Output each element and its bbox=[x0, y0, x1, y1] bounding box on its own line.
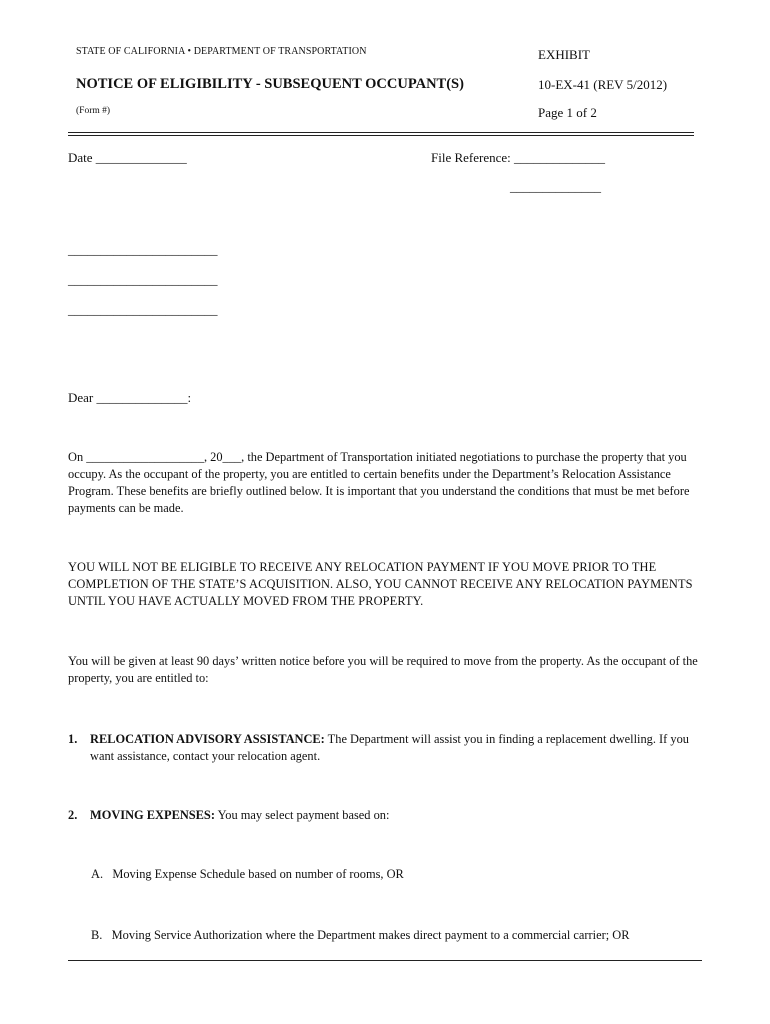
form-number: 10-EX-41 (REV 5/2012) bbox=[538, 77, 668, 92]
date-field[interactable]: Date ______________ bbox=[68, 150, 187, 165]
item-heading: MOVING EXPENSES: bbox=[90, 808, 215, 822]
item-number: 2. bbox=[68, 808, 78, 822]
subitem-moving-service: B. Moving Service Authorization where the Department makes direct payment to a commercial carrier; OR bbox=[91, 928, 630, 942]
eligibility-warning: YOU WILL NOT BE ELIGIBLE TO RECEIVE ANY RELOCATION PAYMENT IF YOU MOVE PRIOR TO THE COMPLETION OF THE STATE’S ACQUISITION. ALSO, YOU CANNOT RECEIVE ANY RELOCATION PAYMENTS UNTIL YOU HAVE ACTUALLY MOVED FROM THE PROPERTY. bbox=[68, 560, 693, 608]
page-indicator: Page 1 of 2 bbox=[538, 105, 597, 120]
item-text: You may select payment based on: bbox=[214, 808, 390, 822]
address-line-3[interactable]: _______________________ bbox=[68, 302, 218, 317]
header-divider-bottom bbox=[68, 135, 694, 136]
item-number: 1. bbox=[68, 732, 78, 746]
agency-name: STATE OF CALIFORNIA • DEPARTMENT OF TRANSPORTATION bbox=[76, 46, 367, 57]
file-reference-field[interactable]: File Reference: ______________ bbox=[431, 150, 606, 165]
address-line-1[interactable]: _______________________ bbox=[68, 242, 218, 257]
notice-paragraph: You will be given at least 90 days’ written notice before you will be required to move from the property. As the occupant of the property, you are entitled to: bbox=[68, 654, 698, 685]
footer-divider bbox=[68, 960, 702, 961]
page-title: NOTICE OF ELIGIBILITY - SUBSEQUENT OCCUPANT(S) bbox=[76, 76, 464, 92]
item-text: The Department will assist you in finding a replacement dwelling. If you want assistance, contact your relocation agent. bbox=[90, 732, 689, 763]
form-hash-label: (Form #) bbox=[76, 106, 111, 116]
intro-paragraph: On ___________________, 20___, the Department of Transportation initiated negotiations to purchase the property that you occupy. As the occupant of the property, you are entitled to certain benefits under the Department’s Relocation Assistance Program. These benefits are briefly outlined below. It is important that you understand the conditions that must be met before payments can be made. bbox=[68, 450, 690, 515]
exhibit-label: EXHIBIT bbox=[538, 47, 590, 62]
list-item-moving-expenses bbox=[68, 807, 708, 824]
salutation-field[interactable]: Dear ______________: bbox=[68, 390, 192, 405]
item-heading: RELOCATION ADVISORY ASSISTANCE: bbox=[90, 732, 325, 746]
header-divider-top bbox=[68, 132, 694, 133]
address-line-2[interactable]: _______________________ bbox=[68, 272, 218, 287]
list-item-relocation-advisory bbox=[68, 731, 708, 765]
subitem-moving-schedule: A. Moving Expense Schedule based on number of rooms, OR bbox=[91, 867, 404, 881]
file-reference-field-line2[interactable]: ______________ bbox=[510, 179, 601, 194]
